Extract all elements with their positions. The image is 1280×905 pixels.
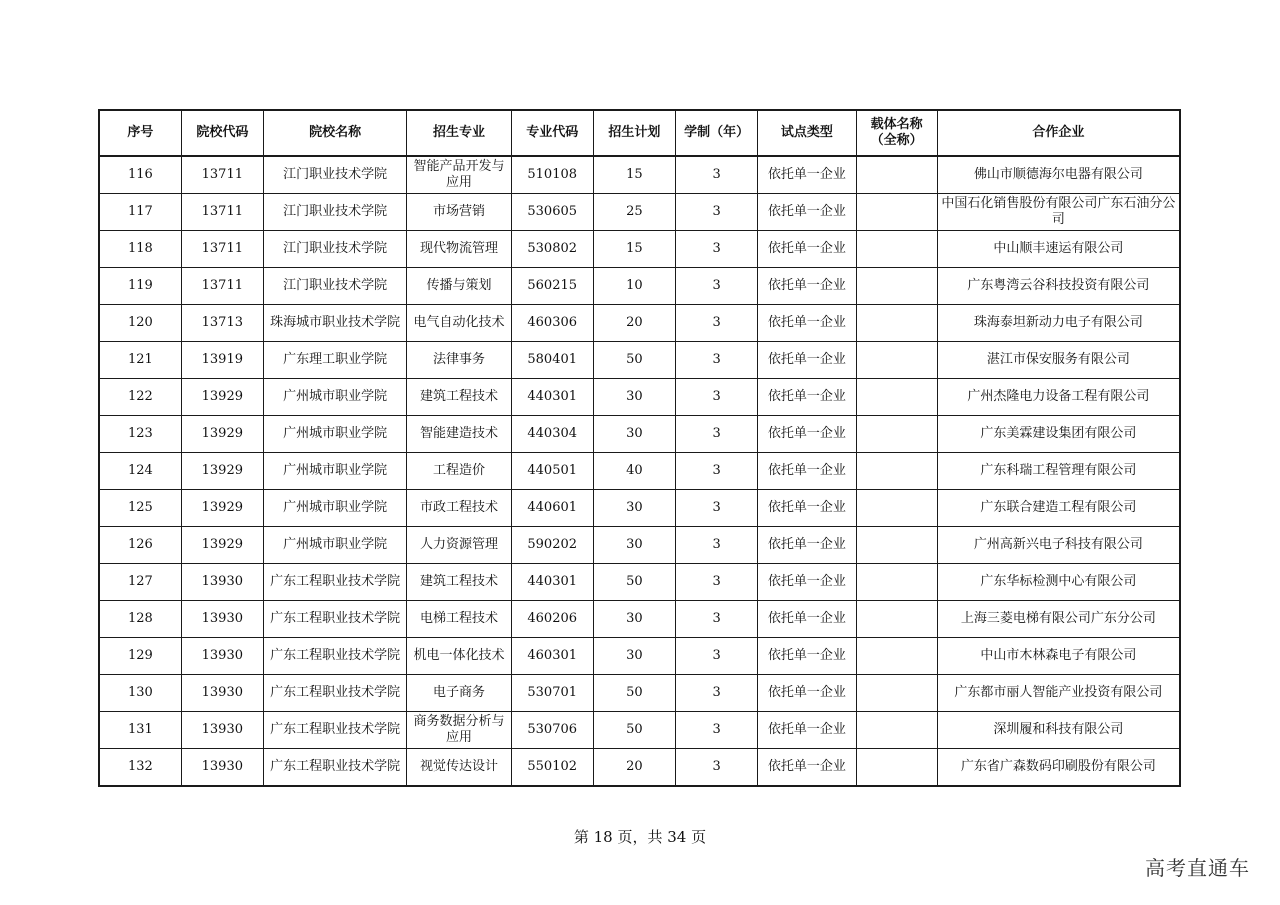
cell-col-school-code: 13919	[181, 342, 263, 379]
table-header	[99, 110, 1180, 156]
cell-col-partner: 广东华标检测中心有限公司	[937, 564, 1180, 601]
cell-col-school-code: 13929	[181, 527, 263, 564]
cell-col-school-name: 江门职业技术学院	[263, 231, 406, 268]
cell-col-index: 129	[99, 638, 181, 675]
cell-col-carrier-name	[856, 527, 937, 564]
cell-col-school-name: 江门职业技术学院	[263, 268, 406, 305]
header-col-partner: 合作企业	[937, 110, 1180, 156]
cell-col-school-code: 13930	[181, 749, 263, 787]
table-row	[99, 231, 1180, 268]
cell-col-plan: 30	[593, 601, 675, 638]
cell-col-plan: 10	[593, 268, 675, 305]
cell-col-school-code: 13711	[181, 156, 263, 194]
cell-col-duration: 3	[676, 416, 758, 453]
header-col-major: 招生专业	[407, 110, 511, 156]
cell-col-pilot-type: 依托单一企业	[758, 601, 856, 638]
cell-col-duration: 3	[676, 564, 758, 601]
cell-col-plan: 20	[593, 749, 675, 787]
cell-col-plan: 25	[593, 194, 675, 231]
cell-col-plan: 20	[593, 305, 675, 342]
cell-col-duration: 3	[676, 231, 758, 268]
cell-col-school-name: 广东理工职业学院	[263, 342, 406, 379]
cell-col-carrier-name	[856, 379, 937, 416]
cell-col-duration: 3	[676, 268, 758, 305]
table-row	[99, 156, 1180, 194]
cell-col-school-code: 13929	[181, 379, 263, 416]
cell-col-duration: 3	[676, 490, 758, 527]
cell-col-major-code: 460306	[511, 305, 593, 342]
cell-col-duration: 3	[676, 156, 758, 194]
cell-col-pilot-type: 依托单一企业	[758, 564, 856, 601]
header-col-school-name: 院校名称	[263, 110, 406, 156]
header-col-carrier-name: 载体名称（全称）	[856, 110, 937, 156]
cell-col-partner: 广东科瑞工程管理有限公司	[937, 453, 1180, 490]
cell-col-pilot-type: 依托单一企业	[758, 194, 856, 231]
cell-col-major-code: 460206	[511, 601, 593, 638]
cell-col-major-code: 440501	[511, 453, 593, 490]
cell-col-carrier-name	[856, 342, 937, 379]
cell-col-major: 智能产品开发与应用	[407, 156, 511, 194]
cell-col-index: 120	[99, 305, 181, 342]
cell-col-plan: 30	[593, 638, 675, 675]
cell-col-duration: 3	[676, 379, 758, 416]
cell-col-duration: 3	[676, 601, 758, 638]
cell-col-major-code: 590202	[511, 527, 593, 564]
table-row	[99, 268, 1180, 305]
cell-col-pilot-type: 依托单一企业	[758, 675, 856, 712]
cell-col-index: 124	[99, 453, 181, 490]
cell-col-partner: 佛山市顺德海尔电器有限公司	[937, 156, 1180, 194]
cell-col-major: 现代物流管理	[407, 231, 511, 268]
cell-col-major-code: 440301	[511, 564, 593, 601]
cell-col-index: 126	[99, 527, 181, 564]
cell-col-carrier-name	[856, 638, 937, 675]
cell-col-carrier-name	[856, 490, 937, 527]
cell-col-carrier-name	[856, 231, 937, 268]
cell-col-carrier-name	[856, 601, 937, 638]
cell-col-plan: 15	[593, 156, 675, 194]
table-row	[99, 749, 1180, 787]
cell-col-partner: 深圳履和科技有限公司	[937, 712, 1180, 749]
header-col-plan: 招生计划	[593, 110, 675, 156]
cell-col-plan: 40	[593, 453, 675, 490]
header-col-duration: 学制（年）	[676, 110, 758, 156]
cell-col-major: 法律事务	[407, 342, 511, 379]
cell-col-major-code: 440304	[511, 416, 593, 453]
cell-col-major-code: 550102	[511, 749, 593, 787]
table-row	[99, 379, 1180, 416]
cell-col-partner: 广东粤湾云谷科技投资有限公司	[937, 268, 1180, 305]
cell-col-duration: 3	[676, 749, 758, 787]
cell-col-major: 市政工程技术	[407, 490, 511, 527]
cell-col-school-name: 广东工程职业技术学院	[263, 675, 406, 712]
cell-col-duration: 3	[676, 638, 758, 675]
cell-col-major: 建筑工程技术	[407, 564, 511, 601]
cell-col-pilot-type: 依托单一企业	[758, 490, 856, 527]
cell-col-school-code: 13929	[181, 416, 263, 453]
cell-col-school-code: 13711	[181, 268, 263, 305]
cell-col-duration: 3	[676, 712, 758, 749]
cell-col-major-code: 460301	[511, 638, 593, 675]
cell-col-pilot-type: 依托单一企业	[758, 379, 856, 416]
header-col-pilot-type: 试点类型	[758, 110, 856, 156]
header-col-school-code: 院校代码	[181, 110, 263, 156]
cell-col-plan: 30	[593, 490, 675, 527]
cell-col-partner: 上海三菱电梯有限公司广东分公司	[937, 601, 1180, 638]
cell-col-partner: 中山市木林森电子有限公司	[937, 638, 1180, 675]
cell-col-school-name: 广州城市职业学院	[263, 527, 406, 564]
cell-col-major: 建筑工程技术	[407, 379, 511, 416]
cell-col-major-code: 530802	[511, 231, 593, 268]
cell-col-partner: 中山顺丰速运有限公司	[937, 231, 1180, 268]
table-row	[99, 416, 1180, 453]
cell-col-major: 传播与策划	[407, 268, 511, 305]
cell-col-carrier-name	[856, 305, 937, 342]
cell-col-partner: 广东联合建造工程有限公司	[937, 490, 1180, 527]
cell-col-major-code: 440601	[511, 490, 593, 527]
cell-col-school-code: 13930	[181, 675, 263, 712]
table-row	[99, 712, 1180, 749]
cell-col-school-code: 13930	[181, 712, 263, 749]
cell-col-pilot-type: 依托单一企业	[758, 231, 856, 268]
cell-col-carrier-name	[856, 268, 937, 305]
page-number: 第 18 页，共 34 页	[573, 828, 707, 846]
cell-col-major-code: 530706	[511, 712, 593, 749]
cell-col-plan: 30	[593, 527, 675, 564]
cell-col-major: 智能建造技术	[407, 416, 511, 453]
cell-col-school-code: 13929	[181, 453, 263, 490]
cell-col-major: 电梯工程技术	[407, 601, 511, 638]
cell-col-major-code: 440301	[511, 379, 593, 416]
cell-col-plan: 30	[593, 416, 675, 453]
cell-col-carrier-name	[856, 416, 937, 453]
cell-col-index: 128	[99, 601, 181, 638]
cell-col-school-code: 13930	[181, 638, 263, 675]
cell-col-pilot-type: 依托单一企业	[758, 712, 856, 749]
cell-col-school-code: 13930	[181, 564, 263, 601]
cell-col-major: 工程造价	[407, 453, 511, 490]
cell-col-partner: 广州杰隆电力设备工程有限公司	[937, 379, 1180, 416]
cell-col-school-name: 广州城市职业学院	[263, 416, 406, 453]
cell-col-carrier-name	[856, 453, 937, 490]
cell-col-plan: 50	[593, 712, 675, 749]
table-row	[99, 194, 1180, 231]
cell-col-major: 机电一体化技术	[407, 638, 511, 675]
cell-col-school-name: 广东工程职业技术学院	[263, 564, 406, 601]
cell-col-carrier-name	[856, 675, 937, 712]
cell-col-partner: 广东都市丽人智能产业投资有限公司	[937, 675, 1180, 712]
cell-col-school-name: 江门职业技术学院	[263, 194, 406, 231]
cell-col-pilot-type: 依托单一企业	[758, 638, 856, 675]
cell-col-index: 132	[99, 749, 181, 787]
cell-col-school-name: 广东工程职业技术学院	[263, 601, 406, 638]
cell-col-index: 122	[99, 379, 181, 416]
cell-col-index: 116	[99, 156, 181, 194]
table-row	[99, 675, 1180, 712]
table-row	[99, 638, 1180, 675]
cell-col-plan: 15	[593, 231, 675, 268]
table-row	[99, 305, 1180, 342]
cell-col-school-name: 珠海城市职业技术学院	[263, 305, 406, 342]
cell-col-index: 127	[99, 564, 181, 601]
table-row	[99, 564, 1180, 601]
cell-col-major-code: 530605	[511, 194, 593, 231]
cell-col-school-code: 13713	[181, 305, 263, 342]
cell-col-pilot-type: 依托单一企业	[758, 268, 856, 305]
cell-col-major: 电气自动化技术	[407, 305, 511, 342]
cell-col-pilot-type: 依托单一企业	[758, 156, 856, 194]
cell-col-school-name: 江门职业技术学院	[263, 156, 406, 194]
table-row	[99, 342, 1180, 379]
cell-col-carrier-name	[856, 194, 937, 231]
cell-col-major-code: 560215	[511, 268, 593, 305]
cell-col-major: 人力资源管理	[407, 527, 511, 564]
cell-col-carrier-name	[856, 156, 937, 194]
cell-col-plan: 50	[593, 342, 675, 379]
cell-col-pilot-type: 依托单一企业	[758, 749, 856, 787]
cell-col-school-code: 13930	[181, 601, 263, 638]
cell-col-school-name: 广州城市职业学院	[263, 379, 406, 416]
header-row	[99, 110, 1180, 156]
cell-col-index: 123	[99, 416, 181, 453]
cell-col-index: 121	[99, 342, 181, 379]
cell-col-school-name: 广州城市职业学院	[263, 490, 406, 527]
header-col-index: 序号	[99, 110, 181, 156]
cell-col-pilot-type: 依托单一企业	[758, 342, 856, 379]
cell-col-duration: 3	[676, 342, 758, 379]
cell-col-carrier-name	[856, 749, 937, 787]
cell-col-pilot-type: 依托单一企业	[758, 416, 856, 453]
cell-col-partner: 广州高新兴电子科技有限公司	[937, 527, 1180, 564]
cell-col-partner: 广东省广森数码印刷股份有限公司	[937, 749, 1180, 787]
cell-col-school-name: 广州城市职业学院	[263, 453, 406, 490]
cell-col-index: 130	[99, 675, 181, 712]
cell-col-major: 电子商务	[407, 675, 511, 712]
cell-col-school-code: 13711	[181, 194, 263, 231]
cell-col-carrier-name	[856, 564, 937, 601]
cell-col-pilot-type: 依托单一企业	[758, 305, 856, 342]
cell-col-index: 131	[99, 712, 181, 749]
cell-col-index: 119	[99, 268, 181, 305]
cell-col-plan: 50	[593, 564, 675, 601]
cell-col-partner: 珠海泰坦新动力电子有限公司	[937, 305, 1180, 342]
header-col-major-code: 专业代码	[511, 110, 593, 156]
cell-col-duration: 3	[676, 527, 758, 564]
cell-col-duration: 3	[676, 675, 758, 712]
watermark-logo: 高考直通车	[1145, 856, 1250, 880]
cell-col-school-code: 13711	[181, 231, 263, 268]
table-row	[99, 601, 1180, 638]
cell-col-major-code: 530701	[511, 675, 593, 712]
cell-col-duration: 3	[676, 305, 758, 342]
cell-col-carrier-name	[856, 712, 937, 749]
cell-col-major: 视觉传达设计	[407, 749, 511, 787]
cell-col-partner: 广东美霖建设集团有限公司	[937, 416, 1180, 453]
cell-col-pilot-type: 依托单一企业	[758, 453, 856, 490]
cell-col-duration: 3	[676, 453, 758, 490]
enrollment-table	[98, 109, 1181, 787]
cell-col-plan: 30	[593, 379, 675, 416]
cell-col-index: 125	[99, 490, 181, 527]
cell-col-school-name: 广东工程职业技术学院	[263, 638, 406, 675]
cell-col-plan: 50	[593, 675, 675, 712]
cell-col-school-code: 13929	[181, 490, 263, 527]
cell-col-school-name: 广东工程职业技术学院	[263, 712, 406, 749]
cell-col-partner: 湛江市保安服务有限公司	[937, 342, 1180, 379]
table-row	[99, 490, 1180, 527]
cell-col-duration: 3	[676, 194, 758, 231]
cell-col-partner: 中国石化销售股份有限公司广东石油分公司	[937, 194, 1180, 231]
cell-col-major: 商务数据分析与应用	[407, 712, 511, 749]
cell-col-index: 117	[99, 194, 181, 231]
cell-col-major-code: 580401	[511, 342, 593, 379]
table-row	[99, 453, 1180, 490]
cell-col-school-name: 广东工程职业技术学院	[263, 749, 406, 787]
cell-col-major-code: 510108	[511, 156, 593, 194]
cell-col-pilot-type: 依托单一企业	[758, 527, 856, 564]
table-row	[99, 527, 1180, 564]
cell-col-major: 市场营销	[407, 194, 511, 231]
table-body	[99, 156, 1180, 786]
cell-col-index: 118	[99, 231, 181, 268]
